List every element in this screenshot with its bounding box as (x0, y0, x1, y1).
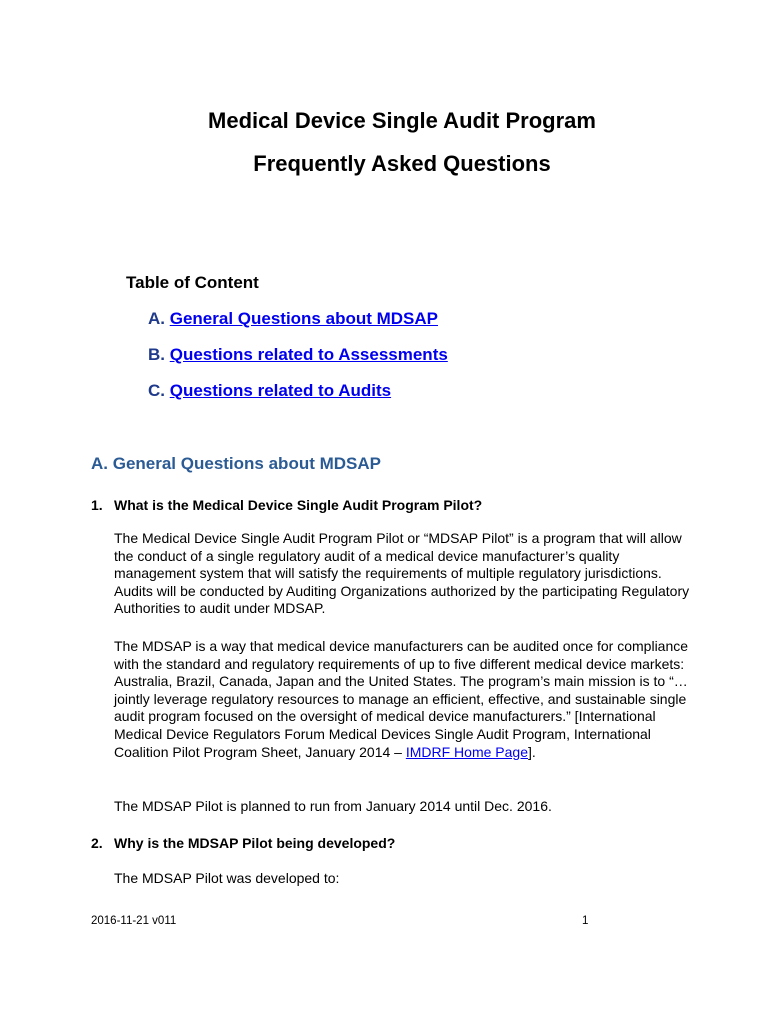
toc-item-a (148, 308, 438, 330)
toc-item-letter: A. (148, 309, 165, 328)
toc-link-general-questions[interactable]: General Questions about MDSAP (169, 309, 438, 328)
question-2 (91, 834, 395, 852)
answer-paragraph: The MDSAP Pilot was developed to: (114, 870, 340, 886)
document-title: Medical Device Single Audit Program (208, 108, 596, 133)
question-text: What is the Medical Device Single Audit Program Pilot? (114, 497, 483, 513)
toc-link-assessments[interactable]: Questions related to Assessments (169, 345, 448, 364)
footer-page-number: 1 (582, 915, 589, 927)
toc-heading: Table of Content (126, 273, 259, 292)
toc-item-b (148, 344, 448, 366)
paragraph-text: ]. (528, 743, 536, 760)
toc-link-audits[interactable]: Questions related to Audits (169, 381, 392, 400)
question-1 (91, 496, 482, 514)
document-subtitle: Frequently Asked Questions (253, 151, 551, 176)
question-text: Why is the MDSAP Pilot being developed? (114, 835, 396, 851)
paragraph-text: The MDSAP is a way that medical device manufacturers can be audited once for compliance with the standard and regulatory requirements of up to five different medical device markets: Australia, Brazil, Canada, Japan and the United States. The program’s main mission is to “…jointly leverage regulatory resources to manage an efficient, effective, and sustainable single audit program focused on the oversight of medical device manufacturers.” [International Medical Device Regulators Forum Medical Devices Single Audit Program, International Coalition Pilot Program Sheet, January 2014 – (114, 638, 689, 760)
answer-paragraph (114, 638, 694, 761)
toc-item-c (148, 380, 391, 402)
question-number: 2. (91, 835, 103, 851)
toc-item-letter: B. (148, 345, 165, 364)
section-heading-a: A. General Questions about MDSAP (91, 454, 381, 473)
footer-version-date: 2016-11-21 v011 (91, 915, 177, 927)
answer-paragraph: The Medical Device Single Audit Program Pilot or “MDSAP Pilot” is a program that will allow the conduct of a single regulatory audit of a medical device manufacturer’s quality management system that will satisfy the requirements of multiple regulatory jurisdictions. Audits will be conducted by Auditing Organizations authorized by the participating Regulatory Authorities to audit under MDSAP. (114, 530, 690, 617)
imdrf-home-page-link[interactable]: IMDRF Home Page (405, 743, 528, 760)
answer-paragraph: The MDSAP Pilot is planned to run from January 2014 until Dec. 2016. (114, 798, 552, 814)
toc-item-letter: C. (148, 381, 165, 400)
question-number: 1. (91, 497, 103, 513)
